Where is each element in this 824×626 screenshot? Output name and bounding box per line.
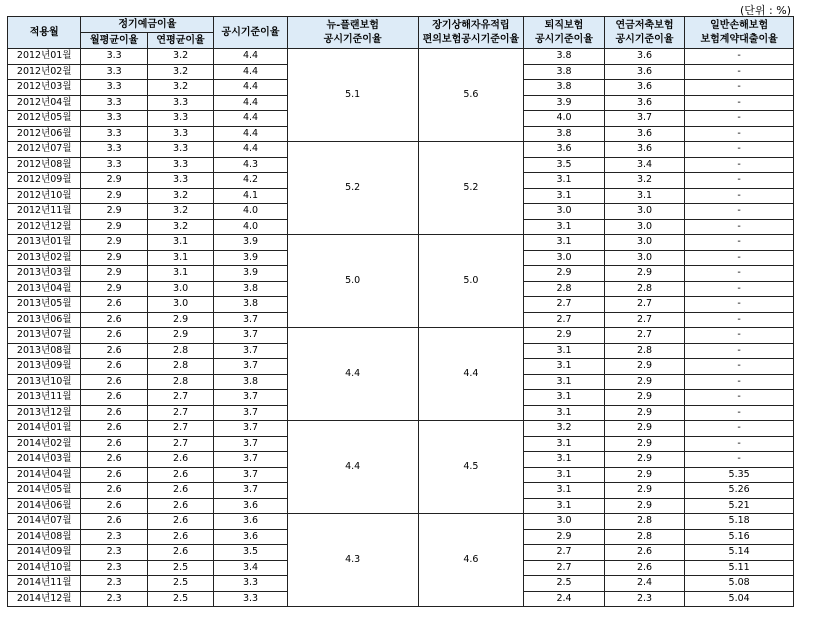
cell-deposit-yearly: 2.7: [147, 421, 213, 437]
cell-date: 2013년04월: [8, 281, 81, 297]
header-public-rate: 공시기준이율: [214, 17, 287, 49]
cell-deposit-monthly: 2.6: [81, 452, 147, 468]
header-pension-line1: 연금저축보험: [615, 19, 674, 31]
cell-retirement-rate: 3.1: [524, 173, 605, 189]
cell-deposit-monthly: 3.3: [81, 95, 147, 111]
cell-general-loan-rate: -: [685, 157, 794, 173]
cell-general-loan-rate: 5.08: [685, 576, 794, 592]
cell-public-rate: 3.7: [214, 436, 287, 452]
cell-pension-rate: 3.6: [604, 80, 685, 96]
cell-pension-rate: 3.0: [604, 250, 685, 266]
cell-public-rate: 3.7: [214, 483, 287, 499]
header-general-line1: 일반손해보험: [710, 19, 769, 31]
cell-deposit-yearly: 2.6: [147, 514, 213, 530]
cell-general-loan-rate: -: [685, 390, 794, 406]
cell-retirement-rate: 3.8: [524, 49, 605, 65]
cell-date: 2012년10월: [8, 188, 81, 204]
header-deposit-yearly: 연평균이율: [147, 33, 213, 49]
cell-public-rate: 3.7: [214, 343, 287, 359]
header-new-plan: [287, 17, 418, 49]
cell-long-term-rate: 4.4: [418, 328, 524, 421]
cell-deposit-yearly: 2.5: [147, 560, 213, 576]
cell-retirement-rate: 3.0: [524, 250, 605, 266]
cell-general-loan-rate: -: [685, 188, 794, 204]
cell-retirement-rate: 2.9: [524, 266, 605, 282]
cell-pension-rate: 2.9: [604, 498, 685, 514]
cell-retirement-rate: 3.1: [524, 467, 605, 483]
cell-long-term-rate: 5.2: [418, 142, 524, 235]
cell-public-rate: 4.4: [214, 95, 287, 111]
cell-retirement-rate: 3.8: [524, 126, 605, 142]
cell-public-rate: 3.9: [214, 235, 287, 251]
cell-pension-rate: 3.6: [604, 126, 685, 142]
cell-long-term-rate: 5.6: [418, 49, 524, 142]
cell-retirement-rate: 2.9: [524, 529, 605, 545]
cell-general-loan-rate: -: [685, 111, 794, 127]
cell-deposit-yearly: 2.8: [147, 359, 213, 375]
cell-retirement-rate: 3.1: [524, 483, 605, 499]
cell-deposit-yearly: 3.1: [147, 235, 213, 251]
cell-public-rate: 4.3: [214, 157, 287, 173]
cell-deposit-monthly: 2.3: [81, 529, 147, 545]
cell-date: 2012년11월: [8, 204, 81, 220]
cell-date: 2012년07월: [8, 142, 81, 158]
table-row: [8, 142, 794, 158]
cell-public-rate: 4.4: [214, 111, 287, 127]
cell-deposit-yearly: 3.2: [147, 64, 213, 80]
cell-general-loan-rate: 5.04: [685, 591, 794, 607]
cell-general-loan-rate: -: [685, 126, 794, 142]
cell-general-loan-rate: 5.35: [685, 467, 794, 483]
cell-deposit-yearly: 2.6: [147, 483, 213, 499]
cell-general-loan-rate: -: [685, 49, 794, 65]
cell-general-loan-rate: -: [685, 204, 794, 220]
cell-public-rate: 4.1: [214, 188, 287, 204]
cell-general-loan-rate: -: [685, 95, 794, 111]
cell-deposit-monthly: 3.3: [81, 126, 147, 142]
cell-deposit-yearly: 2.6: [147, 467, 213, 483]
cell-deposit-yearly: 2.7: [147, 390, 213, 406]
cell-general-loan-rate: 5.14: [685, 545, 794, 561]
cell-deposit-monthly: 3.3: [81, 64, 147, 80]
cell-pension-rate: 2.9: [604, 266, 685, 282]
cell-general-loan-rate: -: [685, 250, 794, 266]
cell-date: 2014년04월: [8, 467, 81, 483]
cell-retirement-rate: 3.1: [524, 188, 605, 204]
cell-pension-rate: 2.4: [604, 576, 685, 592]
cell-retirement-rate: 3.1: [524, 390, 605, 406]
cell-retirement-rate: 3.8: [524, 80, 605, 96]
cell-public-rate: 4.2: [214, 173, 287, 189]
cell-long-term-rate: 4.6: [418, 514, 524, 607]
cell-pension-rate: 3.0: [604, 204, 685, 220]
cell-date: 2014년05월: [8, 483, 81, 499]
header-date: 적용월: [8, 17, 81, 49]
header-retirement: [524, 17, 605, 49]
cell-deposit-yearly: 2.7: [147, 436, 213, 452]
header-deposit-group: 정기예금이율: [81, 17, 214, 33]
cell-general-loan-rate: -: [685, 436, 794, 452]
header-retirement-line1: 퇴직보험: [544, 19, 584, 31]
cell-date: 2014년02월: [8, 436, 81, 452]
cell-date: 2013년05월: [8, 297, 81, 313]
cell-date: 2012년06월: [8, 126, 81, 142]
cell-deposit-monthly: 2.9: [81, 204, 147, 220]
cell-deposit-yearly: 3.2: [147, 80, 213, 96]
cell-pension-rate: 3.6: [604, 49, 685, 65]
cell-retirement-rate: 3.1: [524, 359, 605, 375]
cell-deposit-monthly: 2.9: [81, 281, 147, 297]
cell-public-rate: 3.7: [214, 467, 287, 483]
cell-deposit-monthly: 2.6: [81, 467, 147, 483]
cell-pension-rate: 3.7: [604, 111, 685, 127]
cell-date: 2013년06월: [8, 312, 81, 328]
cell-public-rate: 3.6: [214, 514, 287, 530]
cell-long-term-rate: 4.5: [418, 421, 524, 514]
cell-pension-rate: 2.8: [604, 281, 685, 297]
header-long-term: [418, 17, 524, 49]
cell-deposit-yearly: 2.6: [147, 529, 213, 545]
cell-pension-rate: 2.3: [604, 591, 685, 607]
cell-deposit-monthly: 2.6: [81, 328, 147, 344]
cell-retirement-rate: 3.2: [524, 421, 605, 437]
cell-pension-rate: 2.9: [604, 374, 685, 390]
cell-general-loan-rate: -: [685, 80, 794, 96]
cell-pension-rate: 2.6: [604, 560, 685, 576]
cell-retirement-rate: 3.1: [524, 498, 605, 514]
table-row: [8, 328, 794, 344]
cell-new-plan-rate: 4.3: [287, 514, 418, 607]
cell-deposit-monthly: 2.6: [81, 405, 147, 421]
cell-deposit-yearly: 3.0: [147, 297, 213, 313]
cell-public-rate: 4.4: [214, 126, 287, 142]
table-row: [8, 49, 794, 65]
cell-date: 2014년03월: [8, 452, 81, 468]
cell-retirement-rate: 3.1: [524, 343, 605, 359]
cell-public-rate: 3.7: [214, 312, 287, 328]
cell-deposit-monthly: 2.6: [81, 390, 147, 406]
cell-pension-rate: 2.9: [604, 467, 685, 483]
cell-date: 2014년08월: [8, 529, 81, 545]
interest-rate-table: [7, 16, 794, 607]
cell-date: 2014년10월: [8, 560, 81, 576]
cell-general-loan-rate: -: [685, 266, 794, 282]
cell-public-rate: 3.8: [214, 297, 287, 313]
cell-retirement-rate: 3.1: [524, 436, 605, 452]
cell-deposit-monthly: 2.3: [81, 591, 147, 607]
cell-deposit-yearly: 3.2: [147, 204, 213, 220]
header-deposit-monthly: 월평균이율: [81, 33, 147, 49]
table-row: [8, 514, 794, 530]
cell-pension-rate: 3.2: [604, 173, 685, 189]
cell-long-term-rate: 5.0: [418, 235, 524, 328]
cell-public-rate: 4.4: [214, 49, 287, 65]
cell-public-rate: 3.6: [214, 529, 287, 545]
cell-public-rate: 4.4: [214, 142, 287, 158]
cell-retirement-rate: 2.7: [524, 560, 605, 576]
cell-public-rate: 3.3: [214, 591, 287, 607]
cell-public-rate: 3.7: [214, 328, 287, 344]
cell-pension-rate: 2.8: [604, 529, 685, 545]
cell-new-plan-rate: 4.4: [287, 421, 418, 514]
cell-deposit-yearly: 2.7: [147, 405, 213, 421]
cell-retirement-rate: 3.1: [524, 405, 605, 421]
cell-public-rate: 3.9: [214, 266, 287, 282]
cell-deposit-monthly: 2.9: [81, 235, 147, 251]
cell-deposit-yearly: 3.1: [147, 266, 213, 282]
header-pension: [604, 17, 685, 49]
header-long-term-line1: 장기상해자유적립: [432, 19, 510, 31]
cell-pension-rate: 3.1: [604, 188, 685, 204]
cell-date: 2012년12월: [8, 219, 81, 235]
cell-general-loan-rate: -: [685, 235, 794, 251]
cell-general-loan-rate: 5.21: [685, 498, 794, 514]
cell-retirement-rate: 4.0: [524, 111, 605, 127]
cell-general-loan-rate: -: [685, 374, 794, 390]
cell-deposit-yearly: 2.8: [147, 343, 213, 359]
cell-public-rate: 4.4: [214, 64, 287, 80]
header-general-line2: 보험계약대출이율: [700, 33, 778, 45]
cell-public-rate: 4.0: [214, 219, 287, 235]
cell-date: 2012년02월: [8, 64, 81, 80]
cell-pension-rate: 3.0: [604, 219, 685, 235]
cell-general-loan-rate: 5.26: [685, 483, 794, 499]
cell-public-rate: 3.4: [214, 560, 287, 576]
cell-deposit-monthly: 2.6: [81, 483, 147, 499]
cell-general-loan-rate: -: [685, 359, 794, 375]
header-new-plan-line2: 공시기준이율: [323, 33, 382, 45]
table-body: [8, 49, 794, 607]
cell-new-plan-rate: 5.0: [287, 235, 418, 328]
cell-deposit-monthly: 2.6: [81, 421, 147, 437]
cell-date: 2013년11월: [8, 390, 81, 406]
cell-date: 2013년10월: [8, 374, 81, 390]
cell-date: 2012년05월: [8, 111, 81, 127]
header-general: [685, 17, 794, 49]
cell-retirement-rate: 3.6: [524, 142, 605, 158]
unit-label: (단위 : %): [740, 4, 791, 17]
cell-pension-rate: 2.9: [604, 390, 685, 406]
cell-deposit-yearly: 3.0: [147, 281, 213, 297]
cell-retirement-rate: 2.5: [524, 576, 605, 592]
cell-deposit-monthly: 2.3: [81, 545, 147, 561]
cell-general-loan-rate: -: [685, 219, 794, 235]
cell-pension-rate: 2.9: [604, 452, 685, 468]
cell-retirement-rate: 3.1: [524, 452, 605, 468]
cell-public-rate: 3.7: [214, 452, 287, 468]
cell-pension-rate: 3.6: [604, 142, 685, 158]
cell-retirement-rate: 3.1: [524, 374, 605, 390]
cell-retirement-rate: 2.9: [524, 328, 605, 344]
cell-date: 2014년07월: [8, 514, 81, 530]
cell-pension-rate: 2.7: [604, 328, 685, 344]
cell-retirement-rate: 2.7: [524, 297, 605, 313]
cell-date: 2013년01월: [8, 235, 81, 251]
cell-pension-rate: 3.6: [604, 64, 685, 80]
cell-retirement-rate: 2.8: [524, 281, 605, 297]
cell-pension-rate: 3.6: [604, 95, 685, 111]
cell-deposit-yearly: 3.3: [147, 111, 213, 127]
cell-deposit-yearly: 3.3: [147, 173, 213, 189]
cell-date: 2012년04월: [8, 95, 81, 111]
cell-date: 2012년08월: [8, 157, 81, 173]
table-row: [8, 235, 794, 251]
cell-public-rate: 4.4: [214, 80, 287, 96]
cell-deposit-monthly: 2.6: [81, 498, 147, 514]
cell-pension-rate: 2.8: [604, 514, 685, 530]
header-new-plan-line1: 뉴-플랜보험: [326, 19, 379, 31]
cell-general-loan-rate: -: [685, 281, 794, 297]
cell-public-rate: 3.9: [214, 250, 287, 266]
cell-general-loan-rate: -: [685, 343, 794, 359]
cell-date: 2013년07월: [8, 328, 81, 344]
cell-retirement-rate: 2.4: [524, 591, 605, 607]
cell-general-loan-rate: -: [685, 421, 794, 437]
cell-public-rate: 3.3: [214, 576, 287, 592]
cell-new-plan-rate: 4.4: [287, 328, 418, 421]
cell-pension-rate: 3.0: [604, 235, 685, 251]
cell-general-loan-rate: -: [685, 405, 794, 421]
cell-deposit-monthly: 3.3: [81, 111, 147, 127]
cell-deposit-monthly: 2.6: [81, 343, 147, 359]
cell-deposit-monthly: 3.3: [81, 49, 147, 65]
cell-public-rate: 3.7: [214, 390, 287, 406]
cell-deposit-yearly: 2.6: [147, 452, 213, 468]
cell-pension-rate: 2.9: [604, 421, 685, 437]
cell-deposit-yearly: 3.3: [147, 95, 213, 111]
cell-pension-rate: 2.9: [604, 405, 685, 421]
cell-deposit-monthly: 2.6: [81, 514, 147, 530]
header-long-term-line2: 편의보험공시기준이율: [422, 33, 520, 45]
cell-deposit-monthly: 2.9: [81, 250, 147, 266]
cell-retirement-rate: 2.7: [524, 312, 605, 328]
cell-general-loan-rate: 5.18: [685, 514, 794, 530]
cell-retirement-rate: 3.5: [524, 157, 605, 173]
cell-retirement-rate: 3.1: [524, 235, 605, 251]
cell-deposit-monthly: 2.9: [81, 188, 147, 204]
cell-date: 2014년12월: [8, 591, 81, 607]
cell-deposit-yearly: 2.9: [147, 312, 213, 328]
cell-public-rate: 3.7: [214, 405, 287, 421]
cell-deposit-monthly: 2.6: [81, 312, 147, 328]
cell-deposit-yearly: 2.9: [147, 328, 213, 344]
cell-general-loan-rate: -: [685, 328, 794, 344]
cell-deposit-yearly: 3.3: [147, 126, 213, 142]
cell-new-plan-rate: 5.1: [287, 49, 418, 142]
cell-pension-rate: 2.6: [604, 545, 685, 561]
cell-deposit-yearly: 3.2: [147, 219, 213, 235]
cell-pension-rate: 2.8: [604, 343, 685, 359]
cell-deposit-monthly: 3.3: [81, 157, 147, 173]
cell-deposit-monthly: 2.9: [81, 173, 147, 189]
cell-general-loan-rate: -: [685, 142, 794, 158]
cell-retirement-rate: 3.0: [524, 204, 605, 220]
cell-deposit-monthly: 2.3: [81, 560, 147, 576]
cell-deposit-yearly: 2.8: [147, 374, 213, 390]
cell-public-rate: 3.8: [214, 281, 287, 297]
cell-retirement-rate: 3.8: [524, 64, 605, 80]
cell-public-rate: 4.0: [214, 204, 287, 220]
cell-deposit-yearly: 3.3: [147, 157, 213, 173]
cell-date: 2013년12월: [8, 405, 81, 421]
cell-deposit-yearly: 3.2: [147, 188, 213, 204]
cell-general-loan-rate: -: [685, 312, 794, 328]
table-row: [8, 421, 794, 437]
cell-deposit-monthly: 3.3: [81, 142, 147, 158]
cell-date: 2014년11월: [8, 576, 81, 592]
cell-deposit-monthly: 3.3: [81, 80, 147, 96]
cell-deposit-yearly: 2.6: [147, 545, 213, 561]
cell-new-plan-rate: 5.2: [287, 142, 418, 235]
cell-deposit-yearly: 2.5: [147, 576, 213, 592]
cell-pension-rate: 2.7: [604, 297, 685, 313]
cell-retirement-rate: 3.9: [524, 95, 605, 111]
cell-general-loan-rate: 5.16: [685, 529, 794, 545]
cell-retirement-rate: 3.1: [524, 219, 605, 235]
cell-deposit-yearly: 2.6: [147, 498, 213, 514]
cell-deposit-monthly: 2.6: [81, 374, 147, 390]
cell-public-rate: 3.7: [214, 421, 287, 437]
cell-general-loan-rate: -: [685, 173, 794, 189]
cell-date: 2013년02월: [8, 250, 81, 266]
cell-general-loan-rate: -: [685, 64, 794, 80]
cell-date: 2013년09월: [8, 359, 81, 375]
cell-date: 2014년09월: [8, 545, 81, 561]
cell-public-rate: 3.5: [214, 545, 287, 561]
cell-retirement-rate: 3.0: [524, 514, 605, 530]
cell-deposit-yearly: 2.5: [147, 591, 213, 607]
cell-date: 2012년09월: [8, 173, 81, 189]
cell-pension-rate: 3.4: [604, 157, 685, 173]
cell-date: 2012년03월: [8, 80, 81, 96]
cell-pension-rate: 2.7: [604, 312, 685, 328]
cell-pension-rate: 2.9: [604, 359, 685, 375]
cell-deposit-monthly: 2.6: [81, 359, 147, 375]
cell-public-rate: 3.8: [214, 374, 287, 390]
cell-deposit-monthly: 2.3: [81, 576, 147, 592]
cell-general-loan-rate: -: [685, 297, 794, 313]
cell-date: 2012년01월: [8, 49, 81, 65]
cell-general-loan-rate: -: [685, 452, 794, 468]
cell-deposit-monthly: 2.6: [81, 436, 147, 452]
cell-deposit-yearly: 3.3: [147, 142, 213, 158]
cell-deposit-yearly: 3.2: [147, 49, 213, 65]
cell-public-rate: 3.7: [214, 359, 287, 375]
cell-general-loan-rate: 5.11: [685, 560, 794, 576]
cell-pension-rate: 2.9: [604, 436, 685, 452]
cell-deposit-monthly: 2.9: [81, 219, 147, 235]
cell-date: 2014년01월: [8, 421, 81, 437]
cell-date: 2014년06월: [8, 498, 81, 514]
cell-deposit-monthly: 2.6: [81, 297, 147, 313]
cell-pension-rate: 2.9: [604, 483, 685, 499]
cell-date: 2013년08월: [8, 343, 81, 359]
cell-retirement-rate: 2.7: [524, 545, 605, 561]
cell-deposit-monthly: 2.9: [81, 266, 147, 282]
cell-public-rate: 3.6: [214, 498, 287, 514]
header-pension-line2: 공시기준이율: [615, 33, 674, 45]
cell-date: 2013년03월: [8, 266, 81, 282]
header-retirement-line2: 공시기준이율: [535, 33, 593, 45]
cell-deposit-yearly: 3.1: [147, 250, 213, 266]
